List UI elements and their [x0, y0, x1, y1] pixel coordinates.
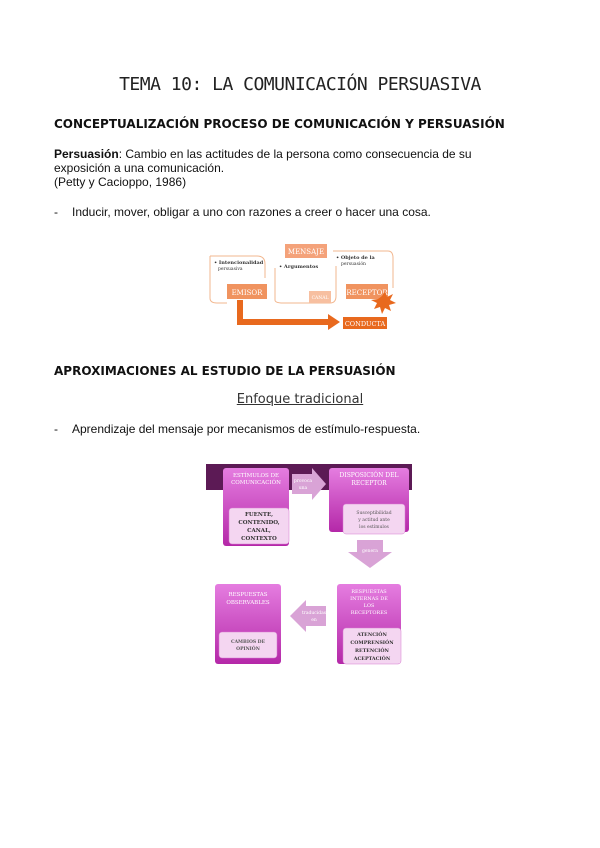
- box2-item: los estímulos: [359, 525, 389, 530]
- box4-item-1: CAMBIOS DE: [230, 640, 266, 645]
- note-emisor-1: • Intencionalidad: [214, 260, 264, 266]
- bullet-item-induce: - Inducir, mover, obligar a uno con razones a creer o hacer una cosa.: [54, 205, 431, 219]
- definition-text: : Cambio en las actitudes de la persona como consecuencia de su exposición a una comunicación.: [54, 147, 472, 175]
- box1-item: FUENTE,: [244, 512, 274, 518]
- bullet-text: Inducir, mover, obligar a uno con razones a creer o hacer una cosa.: [72, 205, 431, 219]
- box3-title: INTERNAS DE: [350, 596, 388, 602]
- box2-title-1: DISPOSICIÓN DEL: [339, 472, 399, 479]
- box2-item: Susceptibilidad: [356, 511, 392, 516]
- arrow3-text-2: en: [311, 618, 317, 623]
- box3-title: RESPUESTAS: [351, 589, 387, 595]
- box1-item: CANAL,: [247, 528, 271, 534]
- subheading-traditional-approach: Enfoque tradicional: [236, 392, 364, 407]
- note-emisor-2: persuasiva: [218, 267, 243, 272]
- note-receptor-1: • Objeto de la: [336, 255, 375, 261]
- receptor-label: RECEPTOR: [346, 289, 388, 297]
- arrow3-text-1: traducidas: [301, 611, 327, 616]
- box3-item: ATENCIÓN: [357, 632, 387, 638]
- arrow1-text-1: provoca: [293, 479, 313, 484]
- note-receptor-2: persuasión: [341, 262, 366, 267]
- box3-item: COMPRENSIÓN: [350, 640, 394, 646]
- box4-title-1: RESPUESTAS: [228, 592, 268, 598]
- arrow1-text-2: una: [298, 486, 308, 491]
- box1-item: CONTEXTO: [241, 536, 277, 542]
- bullet-item-learning: - Aprendizaje del mensaje por mecanismos de estímulo-respuesta.: [54, 422, 421, 436]
- bullet-text: Aprendizaje del mensaje por mecanismos de estímulo-respuesta.: [72, 422, 421, 436]
- box2-title-2: RECEPTOR: [351, 480, 387, 487]
- box2-item: y actitud ante: [358, 518, 390, 523]
- citation: (Petty y Cacioppo, 1986): [54, 175, 187, 189]
- traditional-approach-diagram: [206, 464, 412, 666]
- box4-item-2: OPINIÓN: [236, 647, 260, 652]
- conducta-label: CONDUCTA: [344, 320, 386, 328]
- section-heading-approaches: APROXIMACIONES AL ESTUDIO DE LA PERSUASIÓN: [54, 364, 396, 378]
- box1-title-2: COMUNICACIÓN: [231, 480, 281, 486]
- note-mensaje: • Argumentos: [279, 264, 319, 270]
- arrow2-text: genera: [362, 549, 378, 554]
- communication-process-diagram: [205, 238, 400, 334]
- box4-title-2: OBSERVABLES: [226, 600, 270, 606]
- term-persuasion: Persuasión: [54, 147, 119, 161]
- mensaje-label: MENSAJE: [287, 248, 325, 256]
- page-title: TEMA 10: LA COMUNICACIÓN PERSUASIVA: [119, 74, 481, 95]
- box3-title: RECEPTORES: [350, 610, 388, 616]
- box3-item: ACEPTACIÓN: [353, 656, 391, 662]
- box1-title-1: ESTÍMULOS DE: [233, 473, 279, 479]
- box3-title: LOS: [363, 603, 375, 609]
- box3-item: RETENCIÓN: [355, 648, 389, 654]
- definition-paragraph: [54, 147, 524, 189]
- section-heading-conceptualization: CONCEPTUALIZACIÓN PROCESO DE COMUNICACIÓN Y PERSUASIÓN: [54, 117, 505, 131]
- emisor-label: EMISOR: [231, 289, 263, 297]
- box1-item: CONTENIDO,: [238, 520, 280, 526]
- canal-label: CANAL: [311, 296, 329, 301]
